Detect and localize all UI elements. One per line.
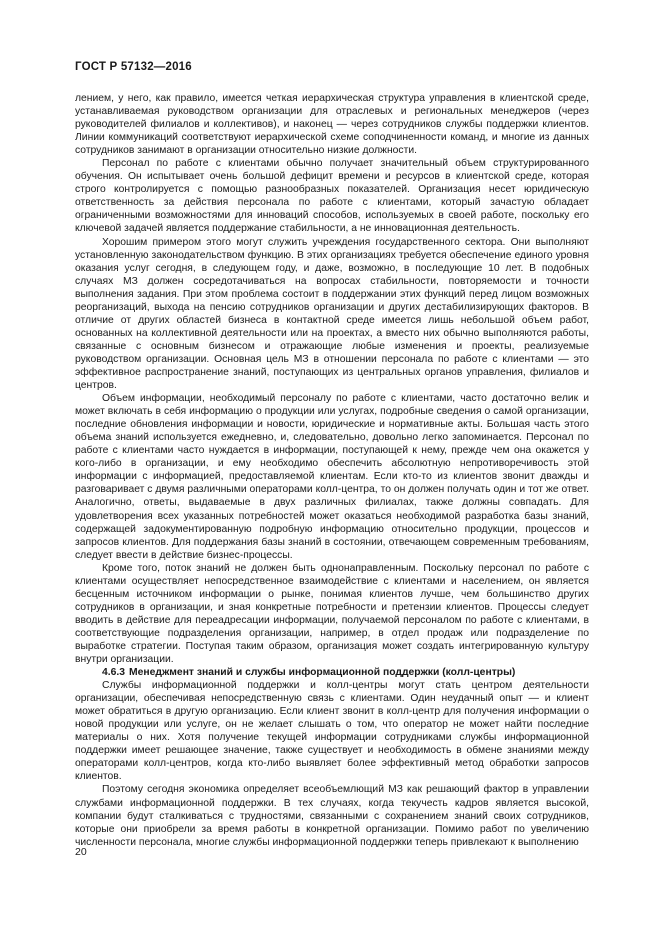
body-paragraph: Объем информации, необходимый персоналу по работе с клиентами, часто достаточно велик и может включать в себя информацию о продукции или услугах, подробные сведения о самой организации, последние обновления информации и новости, юридические и нормативные акты. Большая часть этого объема знаний используется ежедневно, и, следовательно, довольно легко запоминается. Персонал по работе с клиентами часто нуждается в информации, поступающей к нему, прежде чем она окажется у кого-либо в организации, и ему необходимо обеспечить абсолютную непротиворечивость этой информации с информацией, предоставляемой клиентам. Если кто-то из клиентов звонит дважды и разговаривает с двумя различными операторами колл-центра, то он должен получать один и тот же ответ. Аналогично, ответы, выдаваемые в двух различных филиалах, также должны совпадать. Для удовлетворения всех указанных потребностей может оказаться необходимой разработка базы знаний, содержащей задокументированную подробную информацию относительно продукции, процессов и запросов клиентов. Для поддержания базы знаний в состоянии, отвечающем современным требованиям, следует ввести в действие бизнес-процессы. (75, 393, 589, 561)
page-number: 20 (75, 846, 87, 858)
body-paragraph: лением, у него, как правило, имеется четкая иерархическая структура управления в клиентской среде, устанавливаемая руководством организации для отраслевых и региональных менеджеров (через руководителей филиалов и коллективов), и наконец — через сотрудников службы поддержки клиентов. Линии коммуникаций соответствуют иерархической схеме соподчиненности команд, и многие из данных сотрудников занимают в организации относительно низкие должности. (75, 93, 589, 157)
section-heading (75, 666, 589, 679)
body-paragraph: Хорошим примером этого могут служить учреждения государственного сектора. Они выполняют установленную законодательством функцию. В этих организациях требуется обеспечение единого уровня оказания услуг сегодня, в следующем году, и даже, возможно, в последующие 10 лет. В подобных случаях МЗ должен сосредотачиваться на вопросах стабильности, повторяемости и точности выполнения задания. При этом проблема состоит в поддержании этих функций перед лицом возможных реорганизаций, выхода на пенсию сотрудников организации и других дестабилизирующих факторов. В отличие от других областей бизнеса в контактной среде имеется лишь небольшой объем работ, основанных на коллективной деятельности или на проектах, а вместо них обычно выполняются работы, связанные с основным бизнесом и отражающие любые изменения и проекты, реализуемые руководством организации. Основная цель МЗ в отношении персонала по работе с клиентами — это эффективное распространение знаний, поступающих из центральных органов управления, филиалов и центров. (75, 236, 589, 392)
document-body (75, 92, 589, 849)
body-paragraph: Кроме того, поток знаний не должен быть однонаправленным. Поскольку персонал по работе с клиентами осуществляет непосредственное взаимодействие с клиентами и населением, он является бесценным источником информации о рынке, понимая клиентов лучше, чем большинство других сотрудников в организации, и зная конкретные потребности и претензии клиентов. Процессы следует вводить в действие для переадресации информации, получаемой персоналом по работе с клиентами, в соответствующие подразделения организации, например, в отдел продаж или подразделение по выработке стратегии. Поступая таким образом, организация может создать интегрированную культуру внутри организации. (75, 562, 589, 666)
body-paragraph: Службы информационной поддержки и колл-центры могут стать центром деятельности организации, обеспечивая непосредственную связь с клиентами. Один неудачный опыт — и клиент может обратиться в другую организацию. Если клиент звонит в колл-центр для получения информации о новой продукции или услуге, он не желает слышать о том, что оператор не может найти последние материалы о них. Хотя получение текущей информации сотрудниками службы информационной поддержки имеет решающее значение, также существует и необходимость в обмене знаниями между операторами колл-центров, когда кто-либо выявляет более эффективный метод обработки запросов клиентов. (75, 680, 589, 783)
section-title: Менеджмент знаний и службы информационной поддержки (колл-центры) (129, 667, 516, 679)
section-number: 4.6.3 (102, 667, 126, 679)
body-paragraph: Персонал по работе с клиентами обычно получает значительный объем структурированного обучения. Он испытывает очень большой дефицит времени и ресурсов в клиентской среде, которая строго контролируется с помощью разнообразных показателей. Организация несет юридическую ответственность за действия персонала по работе с клиентами, который зачастую обладает ограниченными возможностями для инноваций способов, используемых в своей работе, поскольку его ключевой задачей является поддержание стабильности, а не инновационная деятельность. (75, 158, 589, 235)
body-paragraph: Поэтому сегодня экономика определяет всеобъемлющий МЗ как решающий фактор в управлении службами информационной поддержки. В тех случаях, когда текучесть кадров является высокой, компании будут сталкиваться с трудностями, связанными с сохранением знаний своих сотрудников, которые они приобрели за время работы в конкретной организации. Помимо работ по увеличению численности персонала, многие службы информационной поддержки теперь привлекают к выполнению (75, 784, 589, 848)
document-header: ГОСТ Р 57132—2016 (75, 61, 192, 73)
